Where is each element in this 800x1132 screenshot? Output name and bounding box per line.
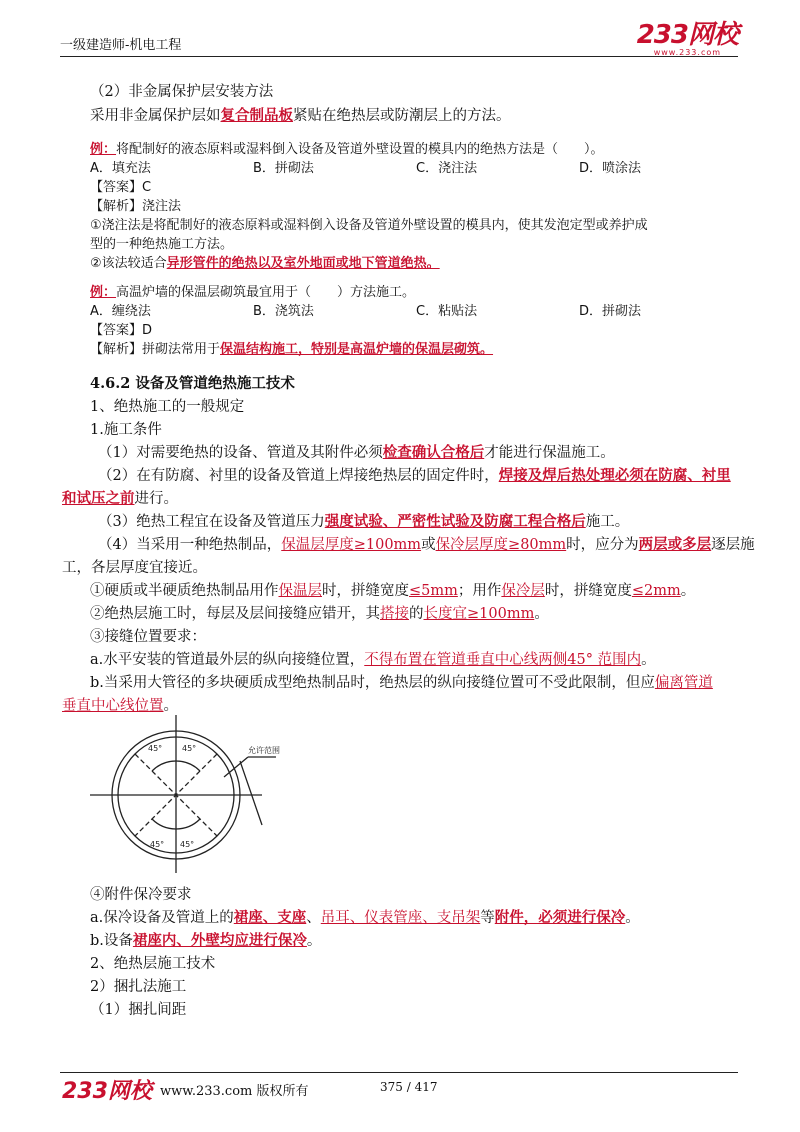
- angle-arc: [176, 761, 200, 771]
- paragraph: 工，各层厚度宜接近。: [62, 560, 207, 576]
- pipe-joint-diagram: [90, 715, 300, 879]
- highlight: 垂直中心线位置: [62, 698, 164, 714]
- paragraph: b.当采用大管径的多块硬质成型绝热制品时，绝热层的纵向接缝位置可不受此限制，但应偏离管道: [90, 675, 713, 691]
- page-number: 375 / 417: [380, 1080, 438, 1094]
- highlight: 搭接: [380, 606, 409, 622]
- option-c: C．粘贴法: [416, 304, 478, 319]
- example-label: 例：: [90, 285, 117, 300]
- explanation-line: ②该法较适合异形管件的绝热以及室外地面或地下管道绝热。: [90, 256, 440, 271]
- option-b: B．拼砌法: [253, 161, 314, 176]
- highlight: 偏离管道: [654, 675, 713, 691]
- example-options: [90, 157, 742, 176]
- example-label: 例：: [90, 142, 117, 157]
- highlight: 和试压之前: [62, 490, 135, 507]
- section-heading: 4.6.2 设备及管道绝热施工技术: [90, 375, 295, 392]
- angle-label: 45°: [180, 840, 195, 849]
- paragraph: b.设备裙座内、外壁均应进行保冷。: [90, 932, 322, 949]
- paragraph: ②绝热层施工时，每层及层间接缝应错开，其搭接的长度宜≥100mm。: [90, 606, 549, 622]
- highlight: 焊接及焊后热处理必须在防腐、衬里: [498, 467, 731, 484]
- paragraph: 采用非金属保护层如复合制品板紧贴在绝热层或防潮层上的方法。: [90, 107, 511, 124]
- angle-label: 45°: [148, 744, 163, 753]
- angle-arc: [152, 761, 176, 771]
- example-options: [90, 300, 742, 319]
- explanation-line: ①浇注法是将配制好的液态原料或湿料倒入设备及管道外壁设置的模具内，使其发泡定型或养护成: [90, 218, 648, 233]
- paragraph: （1）对需要绝热的设备、管道及其附件必须检查确认合格后才能进行保温施工。: [98, 444, 615, 461]
- example-question: 例：高温炉墙的保温层砌筑最宜用于（ ）方法施工。: [90, 285, 416, 300]
- example-answer: 【答案】C: [90, 180, 152, 195]
- paragraph: （3）绝热工程宜在设备及管道压力强度试验、严密性试验及防腐工程合格后施工。: [98, 513, 630, 530]
- example-analysis: 【解析】浇注法: [90, 199, 182, 214]
- highlight: 复合制品板: [220, 107, 293, 124]
- footer-copyright: www.233.com 版权所有: [160, 1084, 309, 1099]
- highlight: 保冷层厚度≥80mm: [435, 537, 567, 553]
- paragraph: 和试压之前进行。: [62, 490, 178, 507]
- highlight: 不得布置在管道垂直中心线两侧45° 范围内: [364, 652, 642, 668]
- highlight: 裙座内、外壁均应进行保冷: [132, 932, 307, 949]
- subheading: （1）捆扎间距: [90, 1002, 187, 1018]
- header-rule: [60, 56, 738, 57]
- highlight: 保温层厚度≥100mm: [281, 537, 422, 553]
- angle-arc: [176, 819, 200, 829]
- option-a: A．填充法: [90, 161, 151, 176]
- paragraph: （4）当采用一种绝热制品，保温层厚度≥100mm或保冷层厚度≥80mm时，应分为两层或多层逐层施: [98, 536, 755, 553]
- highlight: 裙座、支座: [233, 909, 307, 926]
- paragraph: ③接缝位置要求：: [90, 629, 206, 645]
- angle-arc: [152, 819, 176, 829]
- paragraph: a.水平安装的管道最外层的纵向接缝位置，不得布置在管道垂直中心线两侧45° 范围内。: [90, 652, 656, 668]
- angle-label: 45°: [182, 744, 197, 753]
- highlight: 保温结构施工，特别是高温炉墙的保温层砌筑。: [220, 342, 494, 357]
- highlight: 附件，必须进行保冷: [494, 909, 626, 926]
- subheading: 1.施工条件: [90, 422, 162, 438]
- option-c: C．浇注法: [416, 161, 478, 176]
- highlight: 保温层: [278, 583, 322, 599]
- range-line: [240, 761, 262, 825]
- diagram-svg: [90, 715, 300, 875]
- highlight: 异形管件的绝热以及室外地面或地下管道绝热。: [166, 256, 440, 271]
- highlight: 检查确认合格后: [382, 444, 485, 461]
- example-answer: 【答案】D: [90, 323, 153, 338]
- option-d: D．喷涂法: [579, 161, 642, 176]
- logo-url: www.233.com: [653, 48, 722, 57]
- highlight: 保冷层: [501, 583, 545, 599]
- example-analysis: 【解析】拼砌法常用于保温结构施工，特别是高温炉墙的保温层砌筑。: [90, 342, 494, 357]
- subheading: 2、绝热层施工技术: [90, 956, 216, 972]
- highlight: 两层或多层: [638, 536, 712, 553]
- highlight: ≤5mm: [409, 583, 458, 599]
- footer-rule: [60, 1072, 738, 1073]
- highlight: 强度试验、严密性试验及防腐工程合格后: [324, 513, 586, 530]
- paragraph: ①硬质或半硬质绝热制品用作保温层时，拼缝宽度≤5mm；用作保冷层时，拼缝宽度≤2mm。: [90, 583, 696, 599]
- highlight: ≤2mm: [631, 583, 681, 599]
- subheading: 1、绝热施工的一般规定: [90, 399, 245, 415]
- highlight: 吊耳、仪表管座、支吊架: [320, 910, 481, 926]
- option-a: A．缠绕法: [90, 304, 151, 319]
- option-b: B．浇筑法: [253, 304, 314, 319]
- range-label: 允许范围: [248, 746, 280, 755]
- footer-logo: 233网校: [62, 1079, 152, 1104]
- paragraph: 垂直中心线位置。: [62, 698, 178, 714]
- subheading: 2）捆扎法施工: [90, 979, 187, 995]
- logo-text: 233网校: [636, 20, 738, 50]
- brand-logo: [637, 22, 738, 57]
- example-question: 例：将配制好的液态原料或湿料倒入设备及管道外壁设置的模具内的绝热方法是（ ）。: [90, 142, 604, 157]
- section-heading: （2）非金属保护层安装方法: [90, 84, 274, 100]
- highlight: 长度宜≥100mm: [423, 606, 535, 622]
- explanation-line: 型的一种绝热施工方法。: [90, 237, 234, 252]
- paragraph: ④附件保冷要求: [90, 887, 192, 903]
- paragraph: （2）在有防腐、衬里的设备及管道上焊接绝热层的固定件时，焊接及焊后热处理必须在防腐、衬里: [98, 467, 731, 484]
- header-title: 一级建造师-机电工程: [60, 38, 182, 53]
- angle-label: 45°: [150, 840, 165, 849]
- paragraph: a.保冷设备及管道上的裙座、支座、吊耳、仪表管座、支吊架等附件，必须进行保冷。: [90, 909, 640, 926]
- option-d: D．拼砌法: [579, 304, 642, 319]
